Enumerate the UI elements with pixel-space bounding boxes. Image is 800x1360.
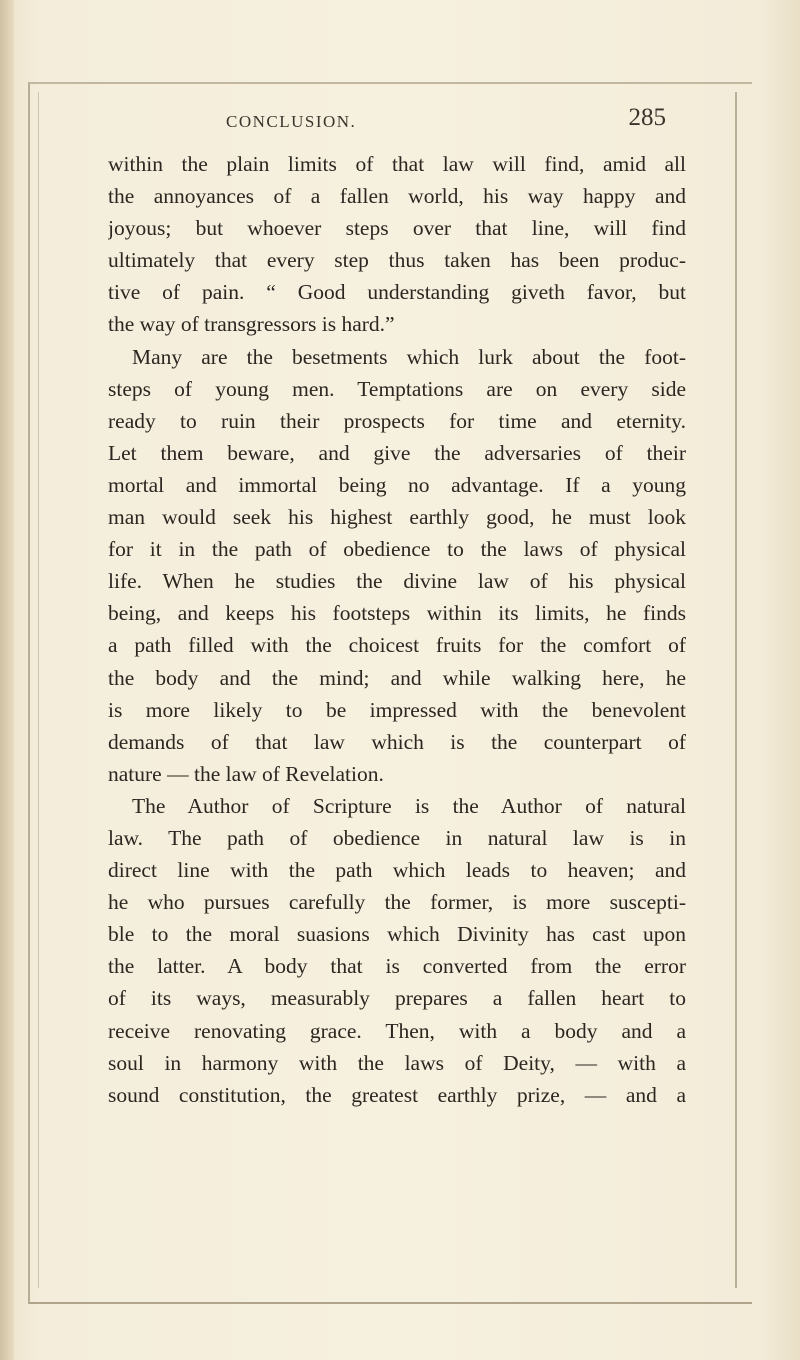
body-text bbox=[108, 148, 686, 1111]
text-line: being, and keeps his footsteps within its limits, he finds bbox=[108, 601, 686, 626]
text-line: for it in the path of obedience to the laws of physical bbox=[108, 537, 686, 562]
text-line: Many are the besetments which lurk about the foot- bbox=[132, 344, 686, 369]
text-line: Let them beware, and give the adversaries of their bbox=[108, 440, 686, 465]
text-line: life. When he studies the divine law of his physical bbox=[108, 569, 686, 594]
page-header bbox=[108, 104, 690, 144]
text-line: the latter. A body that is converted from the error bbox=[108, 954, 686, 979]
text-line: soul in harmony with the laws of Deity, — with a bbox=[108, 1050, 686, 1075]
text-line: the way of transgressors is hard.” bbox=[108, 312, 395, 337]
running-title: CONCLUSION. bbox=[226, 112, 357, 131]
text-line: is more likely to be impressed with the benevolent bbox=[108, 697, 686, 722]
page-number: 285 bbox=[628, 104, 666, 131]
text-line: the annoyances of a fallen world, his way happy and bbox=[108, 184, 686, 209]
text-line: man would seek his highest earthly good, he must look bbox=[108, 505, 686, 530]
text-line: demands of that law which is the counterpart of bbox=[108, 729, 686, 754]
text-line: within the plain limits of that law will find, amid all bbox=[108, 152, 686, 176]
text-line: steps of young men. Temptations are on every side bbox=[108, 376, 686, 401]
text-line: tive of pain. “ Good understanding giveth favor, but bbox=[108, 280, 686, 305]
text-line: sound constitution, the greatest earthly prize, — and a bbox=[108, 1082, 686, 1107]
text-line: he who pursues carefully the former, is more suscepti- bbox=[108, 890, 686, 915]
text-line: joyous; but whoever steps over that line, will find bbox=[108, 216, 686, 241]
text-line: the body and the mind; and while walking here, he bbox=[108, 665, 686, 690]
text-line: a path filled with the choicest fruits for the comfort of bbox=[108, 633, 686, 658]
text-line: The Author of Scripture is the Author of natural bbox=[132, 793, 686, 818]
text-line: ready to ruin their prospects for time and eternity. bbox=[108, 408, 686, 433]
text-line: of its ways, measurably prepares a fallen heart to bbox=[108, 986, 686, 1011]
text-line: ble to the moral suasions which Divinity has cast upon bbox=[108, 922, 686, 947]
text-line: nature — the law of Revelation. bbox=[108, 761, 384, 786]
text-line: ultimately that every step thus taken has been produc- bbox=[108, 248, 686, 273]
text-line: direct line with the path which leads to heaven; and bbox=[108, 858, 686, 883]
text-line: law. The path of obedience in natural law is in bbox=[108, 825, 686, 850]
text-line: mortal and immortal being no advantage. If a young bbox=[108, 472, 686, 497]
binding-edge bbox=[0, 0, 14, 1360]
text-line: receive renovating grace. Then, with a body and a bbox=[108, 1018, 686, 1043]
